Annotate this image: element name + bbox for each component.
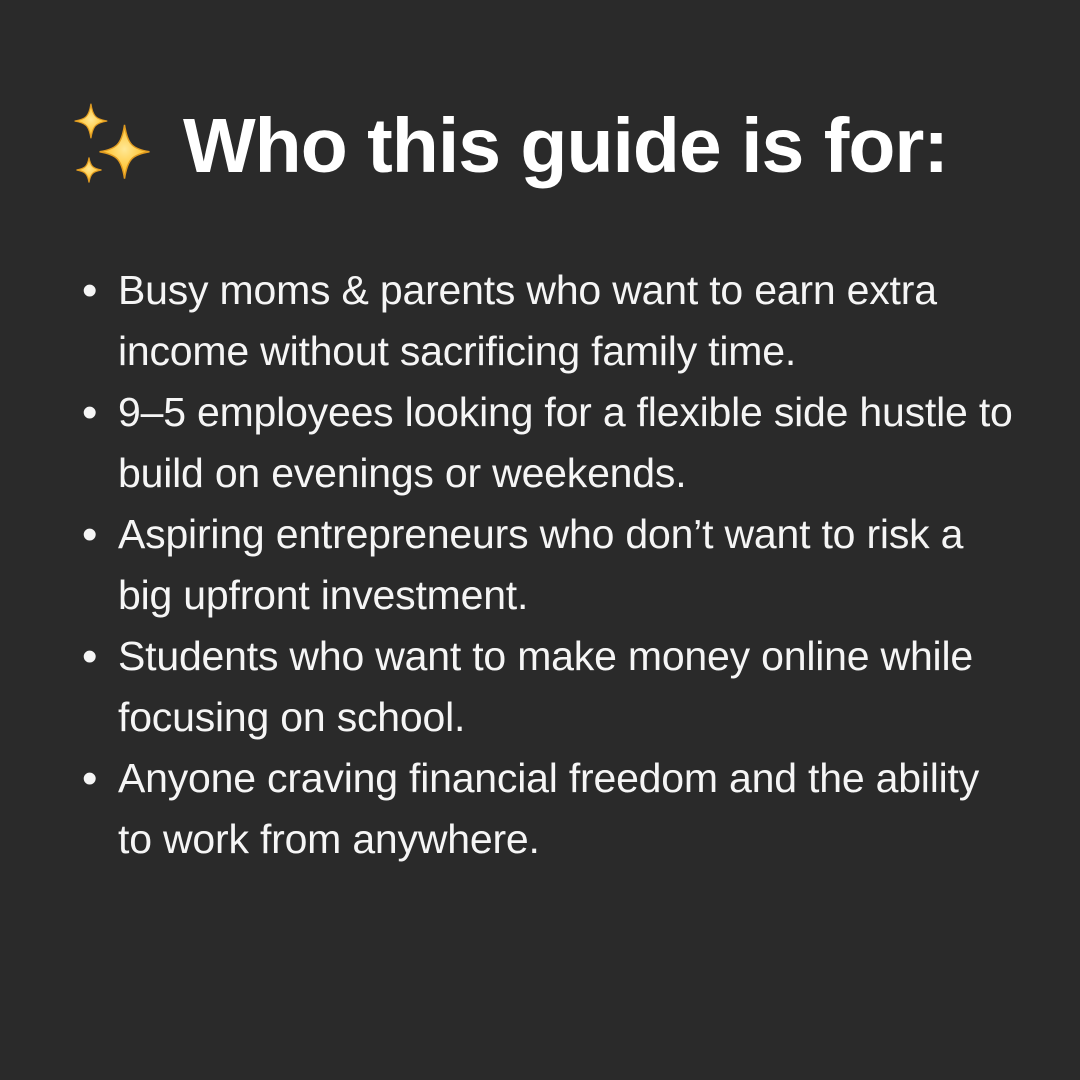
list-item: • Aspiring entrepreneurs who don’t want to risk a big upfront investment.: [118, 504, 1018, 626]
list-item: • Students who want to make money online while focusing on school.: [118, 626, 1018, 748]
list-item: • 9–5 employees looking for a flexible side hustle to build on evenings or weekends.: [118, 382, 1018, 504]
sparkles-icon: [65, 98, 161, 194]
audience-list: [65, 260, 1018, 870]
list-item: • Anyone craving financial freedom and the ability to work from anywhere.: [118, 748, 1018, 870]
page-title-text: Who this guide is for:: [183, 102, 949, 189]
list-item: • Busy moms & parents who want to earn extra income without sacrificing family time.: [118, 260, 1018, 382]
page-title: [65, 98, 1018, 194]
